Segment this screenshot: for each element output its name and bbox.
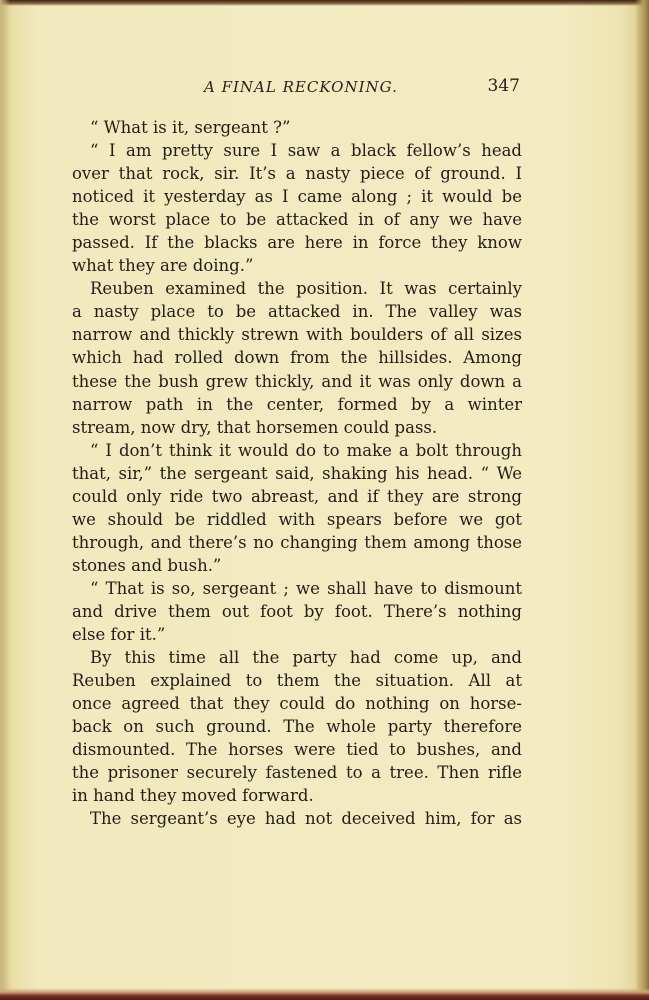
text-line: stones and bush.” <box>72 555 222 575</box>
text-line: noticed it yesterday as I came along ; it would be <box>72 187 522 207</box>
paragraph <box>72 139 522 277</box>
page-gutter-shadow <box>0 0 10 1000</box>
running-head: A FINAL RECKONING. <box>204 78 398 96</box>
text-line: dismounted. The horses were tied to bushes, and <box>72 740 522 760</box>
paragraph <box>72 807 522 830</box>
text-line: these the bush grew thickly, and it was only down a <box>72 371 522 391</box>
paragraph <box>72 116 522 139</box>
text-line: over that rock, sir. It’s a nasty piece of ground. I <box>72 164 522 184</box>
page-edge-shadow <box>635 0 649 1000</box>
text-line: Reuben explained to them the situation. All at <box>72 671 522 691</box>
text-line: else for it.” <box>72 625 166 645</box>
text-line: passed. If the blacks are here in force they know <box>72 233 522 253</box>
text-line: we should be riddled with spears before we got <box>72 509 522 529</box>
text-line: the prisoner securely fastened to a tree. Then rifle <box>72 763 522 783</box>
body-text <box>72 116 522 830</box>
text-line: The sergeant’s eye had not deceived him, for as <box>90 809 522 829</box>
text-line: and drive them out foot by foot. There’s nothing <box>72 601 522 621</box>
paragraph <box>72 577 522 646</box>
text-line: “ I don’t think it would do to make a bolt through <box>90 440 522 460</box>
text-line: through, and there’s no changing them among those <box>72 532 522 552</box>
text-line: “ I am pretty sure I saw a black fellow’s head <box>90 141 522 161</box>
text-line: narrow path in the center, formed by a winter <box>72 394 522 414</box>
text-line: could only ride two abreast, and if they are strong <box>72 486 522 506</box>
text-line: By this time all the party had come up, and <box>90 648 522 668</box>
text-line: that, sir,” the sergeant said, shaking his head. “ We <box>72 463 522 483</box>
text-line: in hand they moved forward. <box>72 786 314 806</box>
text-line: what they are doing.” <box>72 256 254 276</box>
text-line: which had rolled down from the hillsides. Among <box>72 348 522 368</box>
text-line: stream, now dry, that horsemen could pass. <box>72 417 438 437</box>
text-line: “ That is so, sergeant ; we shall have to dismount <box>90 578 522 598</box>
text-line: a nasty place to be attacked in. The valley was <box>72 302 522 322</box>
paragraph <box>72 646 522 807</box>
text-line: back on such ground. The whole party therefore <box>72 717 522 737</box>
paragraph <box>72 439 522 577</box>
page-number: 347 <box>487 76 520 96</box>
paragraph <box>72 277 522 438</box>
text-line: Reuben examined the position. It was certainly <box>90 279 522 299</box>
text-line: the worst place to be attacked in of any we have <box>72 210 522 230</box>
text-line: “ What is it, sergeant ?” <box>90 118 291 137</box>
text-line: narrow and thickly strewn with boulders of all sizes <box>72 325 522 345</box>
text-line: once agreed that they could do nothing on horse- <box>72 694 522 714</box>
page-header <box>72 74 520 102</box>
